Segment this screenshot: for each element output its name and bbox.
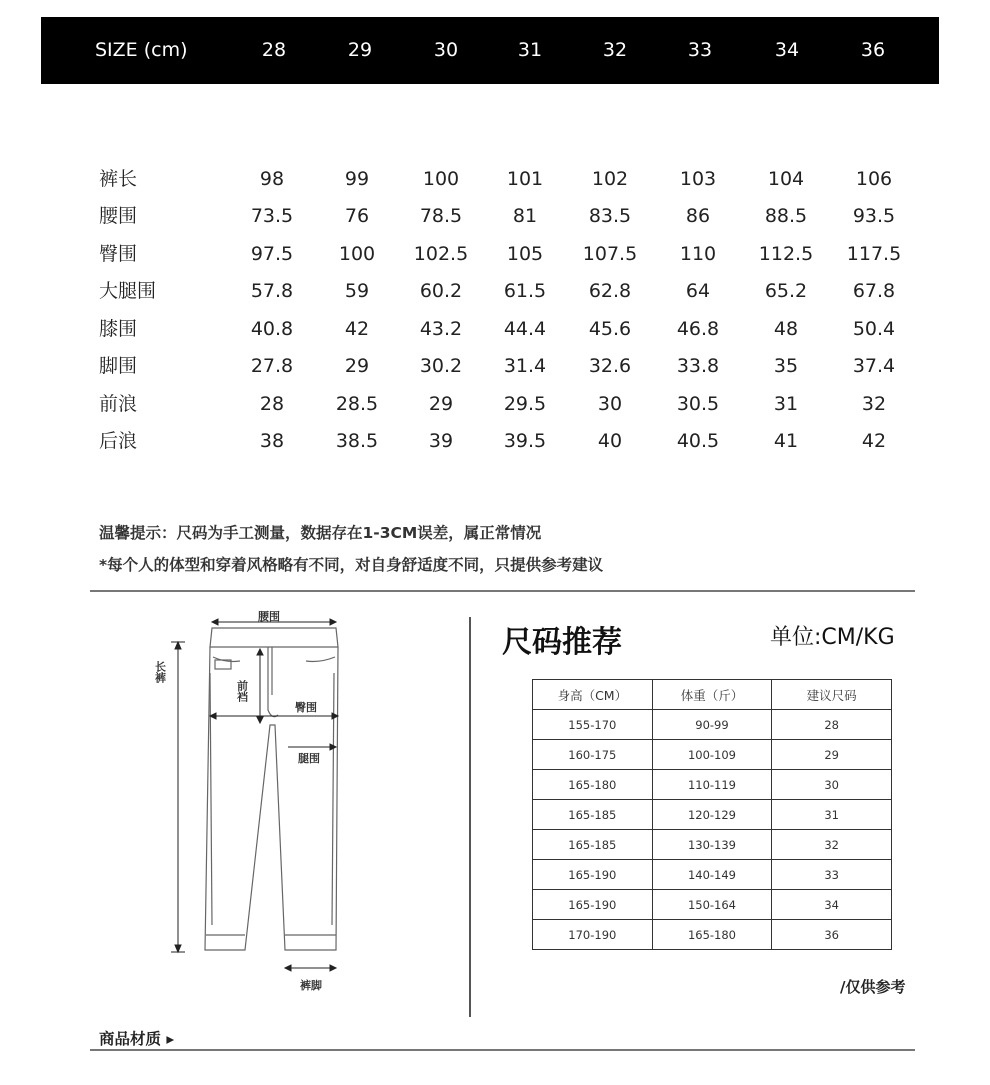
value-cell: 102	[591, 168, 629, 190]
table-row	[533, 770, 892, 800]
value-cell: 48	[773, 318, 799, 340]
size-recommendation-title: 尺码推荐	[502, 625, 622, 660]
value-cell: 117.5	[846, 243, 902, 265]
size-recommendation-table	[532, 679, 892, 950]
pants-measurement-diagram	[150, 605, 365, 995]
size-cell: 29	[772, 740, 892, 770]
length-label: 长裤	[153, 661, 167, 683]
row-label: 大腿围	[99, 280, 157, 302]
value-cell: 61.5	[503, 280, 547, 302]
row-label: 腰围	[99, 205, 138, 227]
table-row	[533, 830, 892, 860]
row-label: 后浪	[99, 430, 138, 452]
weight-cell: 140-149	[652, 860, 772, 890]
value-cell: 107.5	[582, 243, 638, 265]
measurement-row-back-rise	[0, 428, 990, 458]
header-height: 身高（CM）	[533, 680, 653, 710]
table-row	[533, 800, 892, 830]
size-cell: 32	[772, 830, 892, 860]
weight-cell: 90-99	[652, 710, 772, 740]
value-cell: 39	[428, 430, 454, 452]
material-section-title: 商品材质 ▸	[99, 1030, 175, 1048]
size-header-cell: 34	[774, 39, 800, 61]
size-header-cell: 36	[860, 39, 886, 61]
section-vertical-divider	[469, 617, 471, 1017]
value-cell: 81	[512, 205, 538, 227]
fit-disclaimer: *每个人的体型和穿着风格略有不同，对自身舒适度不同，只提供参考建议	[99, 556, 604, 574]
section-divider	[90, 590, 915, 592]
row-label: 膝围	[99, 318, 138, 340]
measurement-row-thigh	[0, 278, 990, 308]
row-label: 臀围	[99, 243, 138, 265]
height-cell: 160-175	[533, 740, 653, 770]
weight-cell: 165-180	[652, 920, 772, 950]
value-cell: 67.8	[852, 280, 896, 302]
height-cell: 165-185	[533, 800, 653, 830]
value-cell: 99	[344, 168, 370, 190]
value-cell: 42	[344, 318, 370, 340]
value-cell: 38.5	[335, 430, 379, 452]
size-header-label: SIZE (cm)	[95, 39, 188, 61]
measurement-row-hip	[0, 241, 990, 271]
hem-label: 裤脚	[300, 979, 322, 992]
row-label: 裤长	[99, 168, 138, 190]
measurement-tip: 温馨提示：尺码为手工测量，数据存在1-3CM误差，属正常情况	[99, 524, 542, 542]
unit-label: 单位:CM/KG	[770, 625, 895, 650]
value-cell: 112.5	[758, 243, 814, 265]
value-cell: 31	[773, 393, 799, 415]
thigh-label: 腿围	[298, 752, 320, 765]
value-cell: 59	[344, 280, 370, 302]
value-cell: 27.8	[250, 355, 294, 377]
table-header-row	[533, 680, 892, 710]
value-cell: 98	[259, 168, 285, 190]
front-rise-label: 前裆	[235, 680, 249, 702]
table-row	[533, 920, 892, 950]
value-cell: 104	[767, 168, 805, 190]
value-cell: 106	[855, 168, 893, 190]
value-cell: 32.6	[588, 355, 632, 377]
table-row	[533, 860, 892, 890]
measurement-row-pants-length	[0, 166, 990, 196]
weight-cell: 100-109	[652, 740, 772, 770]
row-label: 脚围	[99, 355, 138, 377]
measurement-row-front-rise	[0, 391, 990, 421]
value-cell: 41	[773, 430, 799, 452]
value-cell: 42	[861, 430, 887, 452]
size-header-cell: 28	[261, 39, 287, 61]
value-cell: 103	[679, 168, 717, 190]
height-cell: 165-180	[533, 770, 653, 800]
hip-label: 臀围	[295, 701, 317, 714]
value-cell: 62.8	[588, 280, 632, 302]
value-cell: 76	[344, 205, 370, 227]
header-weight: 体重（斤）	[652, 680, 772, 710]
size-header-cell: 30	[433, 39, 459, 61]
size-cell: 28	[772, 710, 892, 740]
value-cell: 78.5	[419, 205, 463, 227]
weight-cell: 130-139	[652, 830, 772, 860]
value-cell: 35	[773, 355, 799, 377]
header-suggested-size: 建议尺码	[772, 680, 892, 710]
value-cell: 64	[685, 280, 711, 302]
table-row	[533, 710, 892, 740]
value-cell: 29.5	[503, 393, 547, 415]
value-cell: 100	[422, 168, 460, 190]
value-cell: 102.5	[413, 243, 469, 265]
value-cell: 39.5	[503, 430, 547, 452]
value-cell: 88.5	[764, 205, 808, 227]
material-divider	[90, 1049, 915, 1051]
value-cell: 101	[506, 168, 544, 190]
reference-only-note: /仅供参考	[840, 978, 906, 996]
value-cell: 73.5	[250, 205, 294, 227]
size-cell: 31	[772, 800, 892, 830]
size-header-cell: 32	[602, 39, 628, 61]
value-cell: 30	[597, 393, 623, 415]
value-cell: 100	[338, 243, 376, 265]
value-cell: 40.8	[250, 318, 294, 340]
value-cell: 50.4	[852, 318, 896, 340]
value-cell: 65.2	[764, 280, 808, 302]
measurement-row-waist	[0, 203, 990, 233]
value-cell: 86	[685, 205, 711, 227]
height-cell: 165-190	[533, 890, 653, 920]
size-cell: 30	[772, 770, 892, 800]
height-cell: 165-190	[533, 860, 653, 890]
row-label: 前浪	[99, 393, 138, 415]
size-cell: 33	[772, 860, 892, 890]
size-header-cell: 31	[517, 39, 543, 61]
size-header-cell: 29	[347, 39, 373, 61]
weight-cell: 150-164	[652, 890, 772, 920]
size-cell: 36	[772, 920, 892, 950]
height-cell: 155-170	[533, 710, 653, 740]
waist-label: 腰围	[258, 610, 280, 623]
value-cell: 30.5	[676, 393, 720, 415]
value-cell: 40.5	[676, 430, 720, 452]
value-cell: 29	[428, 393, 454, 415]
value-cell: 44.4	[503, 318, 547, 340]
table-row	[533, 890, 892, 920]
value-cell: 33.8	[676, 355, 720, 377]
value-cell: 29	[344, 355, 370, 377]
size-header-cell: 33	[687, 39, 713, 61]
value-cell: 83.5	[588, 205, 632, 227]
value-cell: 43.2	[419, 318, 463, 340]
value-cell: 93.5	[852, 205, 896, 227]
value-cell: 110	[679, 243, 717, 265]
table-row	[533, 740, 892, 770]
value-cell: 28	[259, 393, 285, 415]
value-cell: 97.5	[250, 243, 294, 265]
value-cell: 31.4	[503, 355, 547, 377]
value-cell: 30.2	[419, 355, 463, 377]
value-cell: 38	[259, 430, 285, 452]
weight-cell: 110-119	[652, 770, 772, 800]
weight-cell: 120-129	[652, 800, 772, 830]
value-cell: 37.4	[852, 355, 896, 377]
value-cell: 28.5	[335, 393, 379, 415]
value-cell: 40	[597, 430, 623, 452]
measurement-row-hem	[0, 353, 990, 383]
value-cell: 46.8	[676, 318, 720, 340]
value-cell: 32	[861, 393, 887, 415]
size-cell: 34	[772, 890, 892, 920]
value-cell: 60.2	[419, 280, 463, 302]
value-cell: 57.8	[250, 280, 294, 302]
height-cell: 165-185	[533, 830, 653, 860]
measurement-row-knee	[0, 316, 990, 346]
value-cell: 105	[506, 243, 544, 265]
size-header-bar	[41, 17, 939, 84]
height-cell: 170-190	[533, 920, 653, 950]
value-cell: 45.6	[588, 318, 632, 340]
